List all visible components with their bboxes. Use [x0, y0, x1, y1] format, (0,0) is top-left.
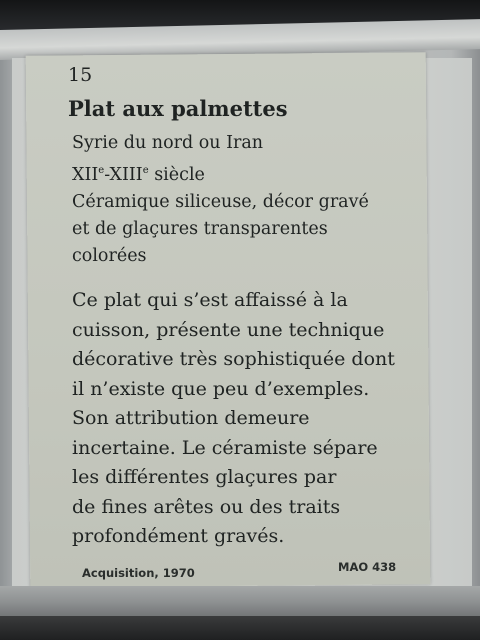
- description-line: il n’existe que peu d’exemples.: [72, 377, 370, 400]
- description-line: décorative très sophistiquée dont: [72, 348, 395, 370]
- description-line: Son attribution demeure: [72, 407, 310, 429]
- label-number: 15: [68, 64, 93, 86]
- description-line: cuisson, présente une technique: [72, 318, 385, 341]
- description-line: de fines arêtes ou des traits: [72, 495, 341, 518]
- description-line: incertaine. Le céramiste sépare: [72, 436, 378, 459]
- description-line: les différentes glaçures par: [72, 466, 337, 488]
- acquisition-note: Acquisition, 1970: [82, 566, 195, 580]
- frame-bottom-rail: [0, 586, 480, 618]
- floor-shadow: [0, 616, 480, 640]
- label-description: [72, 286, 395, 552]
- material-line: Céramique siliceuse, décor gravé: [72, 192, 369, 212]
- label-title: Plat aux palmettes: [68, 96, 288, 121]
- inventory-number: MAO 438: [338, 560, 397, 574]
- origin-line: Syrie du nord ou Iran: [72, 133, 264, 153]
- label-details: [72, 130, 369, 270]
- date-line: XIIe-XIIIe siècle: [72, 165, 205, 185]
- material-line: colorées: [72, 246, 147, 266]
- material-line: et de glaçures transparentes: [72, 219, 328, 239]
- description-line: Ce plat qui s’est affaissé à la: [72, 289, 348, 311]
- description-line: profondément gravés.: [72, 525, 285, 547]
